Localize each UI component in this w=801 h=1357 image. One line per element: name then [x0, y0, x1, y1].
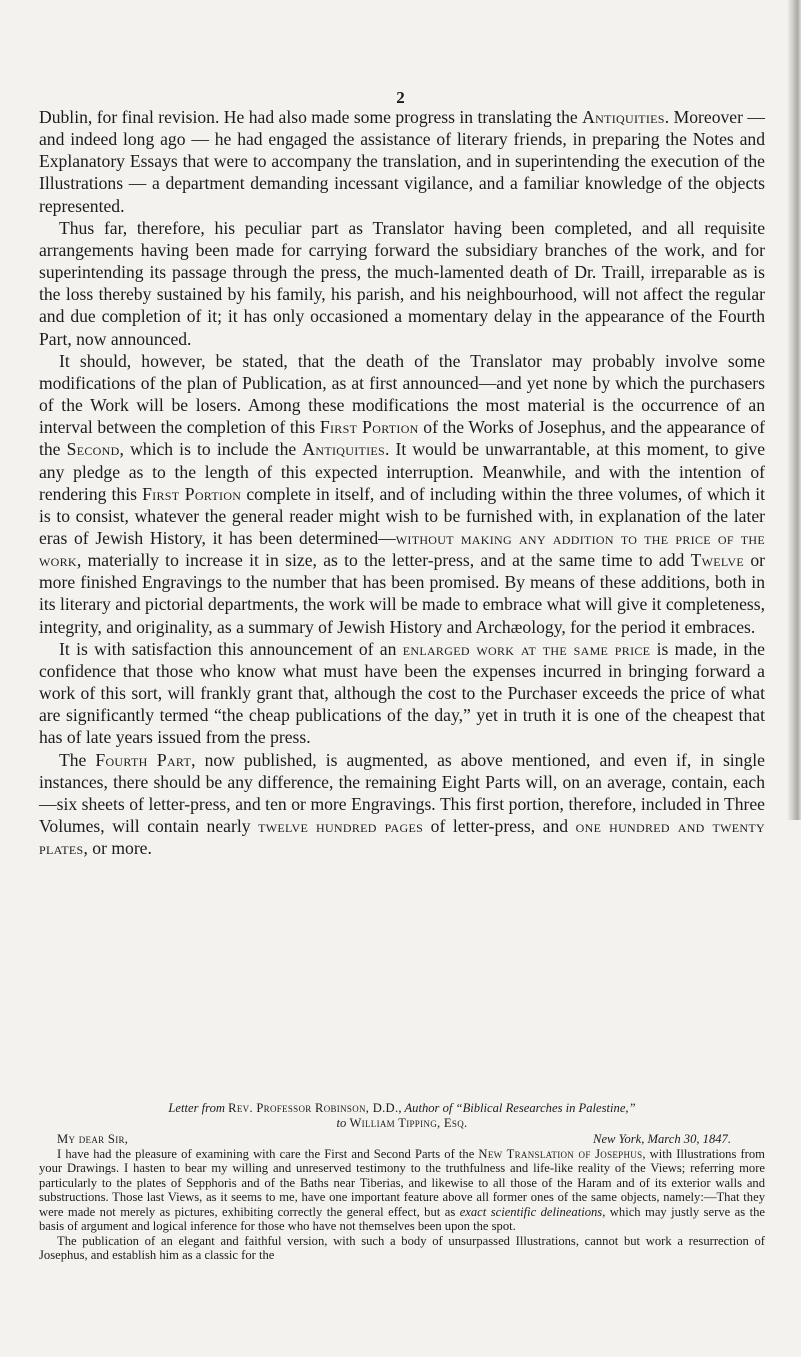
- letter-heading: Letter from Rev. Professor Robinson, D.D., Author of “Biblical Researches in Palestine,”: [168, 1101, 636, 1115]
- letter-salutation: My dear Sir,: [57, 1132, 129, 1146]
- paragraph-5: The Fourth Part, now published, is augmented, as above mentioned, and even if, in single instances, there should be any difference, the remaining Eight Parts will, on an average, contain, each—six sheets of letter-press, and ten or more Engravings. This first portion, therefore, included in Three Volumes, will contain nearly twelve hundred pages of letter-press, and one hundred and twenty plates, or more.: [39, 749, 765, 859]
- paragraph-2: Thus far, therefore, his peculiar part as Translator having been completed, and all requisite arrangements having been made for carrying forward the subsidiary branches of the work, and for superintending its passage through the press, the much-lamented death of Dr. Traill, irreparable as is the loss thereby sustained by his family, his parish, and his neighbourhood, will not affect the regular and due completion of it; it has only occasioned a momentary delay in the appearance of the Fourth Part, now announced.: [39, 217, 765, 349]
- letter-paragraph-2: The publication of an elegant and faithful version, with such a body of unsurpassed Illustrations, cannot but work a resurrection of Josephus, and establish him as a classic for the: [39, 1233, 765, 1262]
- page-edge-shadow: [787, 0, 801, 820]
- letter-paragraph-1: I have had the pleasure of examining with care the First and Second Parts of the New Translation of Josephus, with Illustrations from your Drawings. I hasten to bear my willing and unreserved testimony to the truthfulness and life-like reality of the Views; referring more particularly to the plates of Sepphoris and of the Baths near Tiberias, and likewise to all those of the Haram and of its exterior walls and substructions. Those last Views, as it seems to me, have one important feature above all former ones of the same objects, namely:—That they were made not merely as pictures, exhibiting correctly the general effect, but as exact scientific delineations, which may justly serve as the basis of argument and logical inference for those who have not themselves been upon the spot.: [39, 1146, 765, 1233]
- letter-place-date: New York, March 30, 1847.: [593, 1132, 731, 1146]
- paragraph-1: Dublin, for final revision. He had also made some progress in translating the Antiquities. Moreover — and indeed long ago — he had engaged the assistance of literary friends, in preparing the Notes and Explanatory Essays that were to accompany the translation, and in superintending the execution of the Illustrations — a department demanding incessant vigilance, and a familiar knowledge of the objects represented.: [39, 107, 765, 216]
- testimonial-letter: [39, 1101, 765, 1263]
- letter-salutation-row: [39, 1132, 765, 1147]
- main-text: [39, 106, 765, 859]
- paragraph-4: It is with satisfaction this announcement of an enlarged work at the same price is made, in the confidence that those who know what must have been the expenses incurred in bringing forward a work of this sort, will frankly grant that, although the cost to the Purchaser exceeds the price of what are significantly termed “the cheap publications of the day,” yet in truth it is one of the cheapest that has of late years issued from the press.: [39, 638, 765, 748]
- letter-recipient: to William Tipping, Esq.: [336, 1115, 468, 1130]
- page-number: 2: [396, 88, 405, 107]
- paragraph-3: It should, however, be stated, that the death of the Translator may probably involve some modifications of the plan of Publication, as at first announced—and yet none by which the purchasers of the Work will be losers. Among these modifications the most material is the occurrence of an interval between the completion of this First Portion of the Works of Josephus, and the appearance of the Second, which is to include the Antiquities. It would be unwarrantable, at this moment, to give any pledge as to the length of this expected interruption. Meanwhile, and with the intention of rendering this First Portion complete in itself, and of including within the three volumes, of which it is to consist, whatever the general reader might wish to be furnished with, in explanation of the later eras of Jewish History, it has been determined—without making any addition to the price of the work, materially to increase it in size, as to the letter-press, and at the same time to add Twelve or more finished Engravings to the number that has been promised. By means of these additions, both in its literary and pictorial departments, the work will be made to embrace what will give it completeness, integrity, and originality, as a summary of Jewish History and Archæology, for the period it embraces.: [39, 350, 766, 637]
